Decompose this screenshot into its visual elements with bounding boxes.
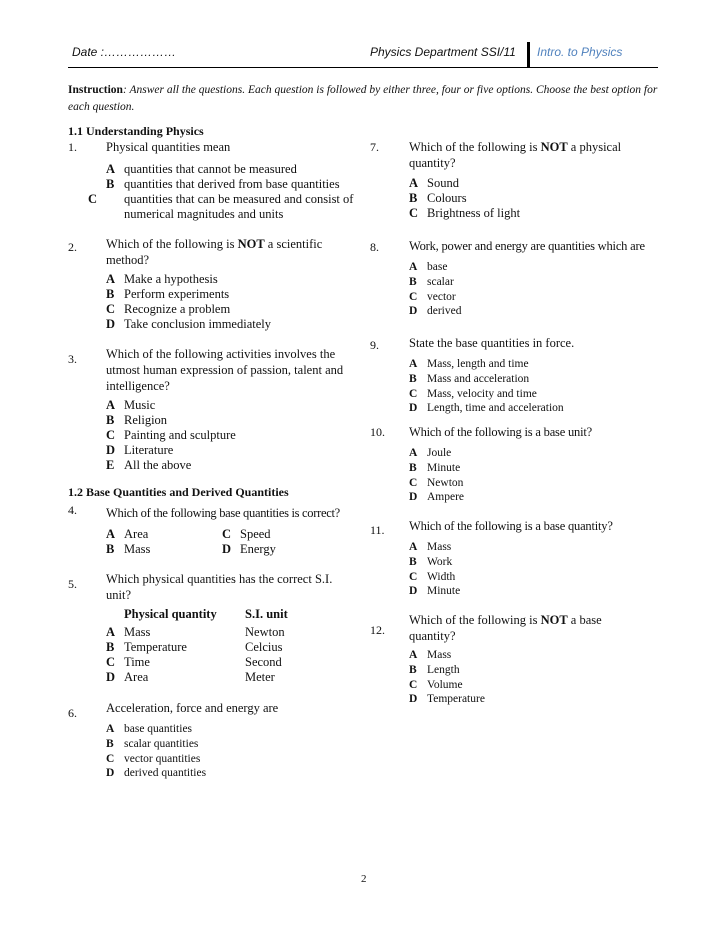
option-a[interactable]: A quantities that cannot be measured: [106, 162, 297, 176]
instruction: [68, 82, 658, 116]
option-d[interactable]: D derived quantities: [106, 767, 207, 780]
option-e[interactable]: E All the above: [106, 458, 192, 472]
question-text: Which of the following base quantities is correct?: [106, 506, 340, 520]
option-b[interactable]: B Minute: [409, 461, 461, 474]
question-number: 10.: [370, 425, 385, 439]
option-list: [106, 272, 271, 332]
option-b[interactable]: B Work: [409, 555, 453, 568]
table-row[interactable]: C Time Second: [106, 655, 282, 669]
option-b[interactable]: B Mass: [106, 542, 151, 556]
question-number: 4.: [68, 503, 77, 517]
option-list: [106, 625, 285, 685]
question-number: 7.: [370, 140, 379, 154]
question-number: 8.: [370, 240, 379, 254]
question-text: Acceleration, force and energy are: [106, 701, 279, 715]
question-number: 2.: [68, 240, 77, 254]
table-row[interactable]: D Area Meter: [106, 670, 275, 684]
option-a[interactable]: A base quantities: [106, 723, 193, 735]
question-text: Which of the following is a base unit?: [409, 425, 592, 439]
option-c[interactable]: C quantities that can be measured and consist of numerical magnitudes and units: [88, 192, 354, 221]
table-header: Physical quantity: [124, 607, 217, 621]
option-list: [409, 540, 460, 599]
option-b[interactable]: B Perform experiments: [106, 287, 230, 301]
option-b[interactable]: B Mass and acceleration: [409, 372, 530, 385]
question-text: Which of the following is NOT a physical quantity?: [409, 140, 622, 170]
question-text: Which of the following is NOT a scientific method?: [106, 237, 323, 267]
option-d[interactable]: D Minute: [409, 585, 461, 598]
option-c[interactable]: C Newton: [409, 476, 464, 489]
option-b[interactable]: B Length: [409, 663, 460, 676]
question-text: Which of the following is a base quantity?: [409, 519, 613, 533]
page-number: 2: [361, 873, 367, 885]
course-title: Intro. to Physics: [537, 45, 623, 59]
question-text: Which of the following is NOT a base quantity?: [409, 613, 602, 643]
section-heading: 1.1 Understanding Physics: [68, 124, 204, 138]
option-c[interactable]: C Painting and sculpture: [106, 428, 236, 442]
table-row[interactable]: B Temperature Celcius: [106, 640, 283, 654]
option-b[interactable]: B Colours: [409, 191, 467, 205]
question-number: 9.: [370, 338, 379, 352]
option-list: [106, 398, 236, 473]
header-separator: [527, 42, 530, 68]
question-number: 11.: [370, 523, 385, 537]
option-a[interactable]: A Mass, length and time: [409, 358, 529, 370]
option-list: [106, 722, 206, 781]
option-list: [106, 527, 150, 557]
option-d[interactable]: D Length, time and acceleration: [409, 402, 564, 415]
option-list: [222, 527, 276, 557]
option-list: [88, 162, 356, 222]
option-b[interactable]: B Religion: [106, 413, 168, 427]
option-d[interactable]: D Take conclusion immediately: [106, 317, 271, 331]
table-row[interactable]: A Mass Newton: [106, 625, 285, 639]
option-c[interactable]: C Width: [409, 570, 456, 583]
question-text: Which of the following activities involves the utmost human expression of passion, talent and intelligence?: [106, 347, 344, 393]
option-c[interactable]: C Speed: [222, 527, 271, 541]
option-d[interactable]: D derived: [409, 305, 462, 318]
option-d[interactable]: D Temperature: [409, 693, 485, 706]
instruction-label: Instruction: [68, 84, 123, 96]
question-number: 3.: [68, 352, 77, 366]
option-a[interactable]: A Area: [106, 527, 149, 541]
option-list: [409, 260, 461, 319]
option-d[interactable]: D Ampere: [409, 491, 465, 504]
department-label: Physics Department SSI/11: [370, 45, 516, 59]
option-d[interactable]: D Literature: [106, 443, 174, 457]
question-number: 12.: [370, 623, 385, 637]
option-b[interactable]: B quantities that derived from base quantities: [106, 177, 340, 191]
date-field: Date :………………: [72, 45, 177, 59]
question-number: 5.: [68, 577, 77, 591]
option-a[interactable]: A Make a hypothesis: [106, 272, 218, 286]
question-text: State the base quantities in force.: [409, 336, 575, 350]
header-rule: [68, 67, 658, 68]
section-heading: 1.2 Base Quantities and Derived Quantities: [68, 485, 289, 499]
option-c[interactable]: C Mass, velocity and time: [409, 387, 537, 400]
question-number: 6.: [68, 706, 77, 720]
instruction-text: : Answer all the questions. Each question is followed by either three, four or five options. Choose the best option for each question.: [68, 84, 658, 113]
option-d[interactable]: D Energy: [222, 542, 276, 556]
option-list: [409, 446, 464, 505]
option-a[interactable]: A base: [409, 261, 448, 273]
option-c[interactable]: C Brightness of light: [409, 206, 521, 220]
option-list: [409, 176, 520, 221]
option-list: [409, 648, 485, 707]
option-b[interactable]: B scalar quantities: [106, 737, 199, 750]
question-number: 1.: [68, 140, 77, 154]
option-a[interactable]: A Mass: [409, 541, 452, 553]
option-c[interactable]: C Recognize a problem: [106, 302, 231, 316]
option-a[interactable]: A Sound: [409, 176, 459, 190]
question-text: Which physical quantities has the correct S.I. unit?: [106, 572, 333, 602]
table-header: S.I. unit: [245, 607, 288, 621]
question-text: Work, power and energy are quantities which are: [409, 239, 645, 253]
question-text: Physical quantities mean: [106, 140, 231, 154]
option-c[interactable]: C Volume: [409, 678, 463, 691]
option-b[interactable]: B scalar: [409, 275, 454, 288]
option-list: [409, 357, 564, 416]
option-a[interactable]: A Mass: [409, 649, 452, 661]
option-a[interactable]: A Music: [106, 398, 156, 412]
option-c[interactable]: C vector quantities: [106, 752, 201, 765]
option-a[interactable]: A Joule: [409, 447, 452, 459]
option-c[interactable]: C vector: [409, 290, 456, 303]
